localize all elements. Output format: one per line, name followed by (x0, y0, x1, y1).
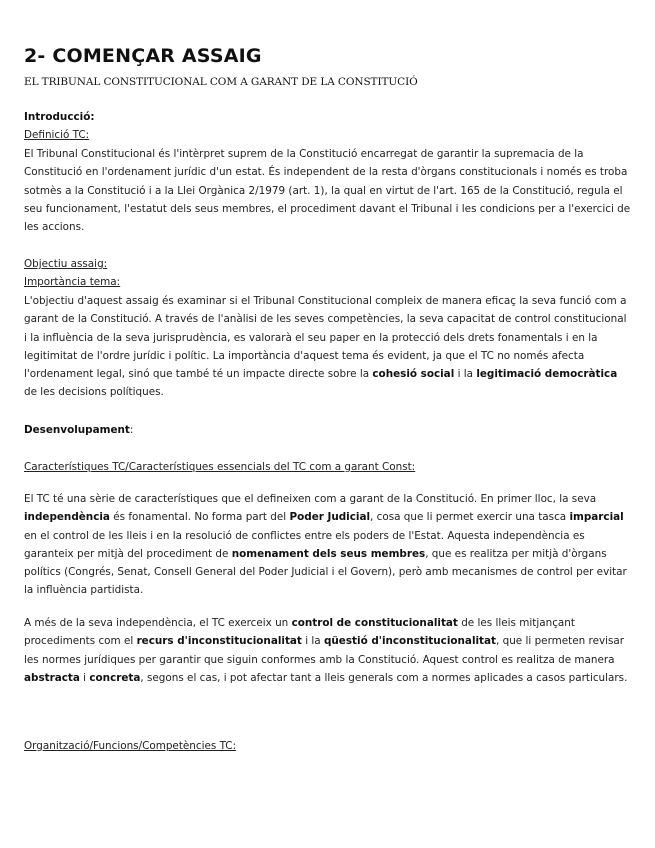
bold-cohesio-social: cohesió social (372, 368, 455, 381)
objective-text-2: i la (454, 368, 477, 381)
importance-label: Importància tema: (24, 276, 121, 288)
bold-imparcial: imparcial (569, 511, 624, 524)
bold-control-constitucionalitat: control de constitucionalitat (291, 617, 458, 629)
p1-text-4: en el control de les lleis i en la resolució de conflictes entre els poders de l'Estat. Aquesta independència es garanteix per mitjà del procediment de (24, 529, 585, 560)
development-heading-colon: : (129, 424, 134, 436)
p2-text-1: A més de la seva independència, el TC exerceix un (24, 617, 292, 629)
p2-text-2: de les lleis mitjançant procediments com el (24, 617, 575, 648)
organization-label: Organització/Funcions/Competències TC: (24, 740, 237, 752)
definition-label: Definició TC: (24, 129, 90, 141)
characteristics-paragraph-1 (24, 490, 631, 600)
objective-paragraph (24, 292, 631, 402)
bold-legitimacio-democratica: legitimació democràtica (476, 368, 618, 381)
development-heading-text: Desenvolupament (24, 424, 130, 436)
intro-heading: Introducció: (24, 111, 95, 123)
objective-label: Objectiu assaig: (24, 258, 108, 270)
development-heading (24, 421, 631, 439)
p2-text-4: , que li permeten revisar les normes jurídiques per garantir que siguin conformes amb la Constitució. Aquest control es realitza de manera (24, 635, 625, 666)
p1-text-3: , cosa que li permet exercir una tasca (370, 511, 570, 524)
page-title: 2- COMENÇAR ASSAIG (24, 45, 262, 67)
objective-text-3: de les decisions polítiques. (24, 386, 164, 399)
characteristics-label: Característiques TC/Característiques essencials del TC com a garant Const: (24, 461, 416, 473)
bold-nomenament: nomenament dels seus membres (231, 547, 426, 560)
essay-subtitle: EL TRIBUNAL CONSTITUCIONAL COM A GARANT DE LA CONSTITUCIÓ (24, 76, 418, 88)
bold-independencia: independència (24, 511, 110, 524)
bold-recurs-inconstitucionalitat: recurs d'inconstitucionalitat (136, 635, 302, 648)
bold-concreta: concreta (89, 671, 141, 684)
p2-text-3: i la (301, 635, 324, 648)
p1-text-1: El TC té una sèrie de característiques que el defineixen com a garant de la Constitució. En primer lloc, la seva (24, 493, 597, 505)
definition-paragraph: El Tribunal Constitucional és l'intèrpret suprem de la Constitució encarregat de garantir la supremacia de la Constitució en l'ordenament jurídic d'un estat. És independent de la resta d'òrgans constitucionals i només es troba sotmès a la Constitució i a la Llei Orgànica 2/1979 (art. 1), la qual en virtut de l'art. 165 de la Constitució, regula el seu funcionament, l'estatut dels seus membres, el procediment davant el Tribunal i les condicions per a l'exercici de les accions. (24, 148, 631, 234)
characteristics-paragraph-2 (24, 614, 631, 687)
objective-text-1: L'objectiu d'aquest assaig és examinar si el Tribunal Constitucional compleix de manera eficaç la seva funció com a garant de la Constitució. A través de l'anàlisi de les seves competències, la seva capacitat de control constitucional i la influència de la seva jurisprudència, es valorarà el seu paper en la protecció dels drets fonamentals i en la legitimitat de l'ordre jurídic i polític. La importància d'aquest tema és evident, ja que el TC no només afecta l'ordenament legal, sinó que també té un impacte directe sobre la (24, 295, 627, 381)
bold-poder-judicial: Poder Judicial (289, 511, 371, 524)
bold-questio-inconstitucionalitat: qüestió d'inconstitucionalitat (323, 635, 497, 648)
bold-abstracta: abstracta (24, 671, 80, 684)
p1-text-5: , que es realitza per mitjà d'òrgans polítics (Congrés, Senat, Consell General del Poder Judicial i el Govern), però amb mecanismes de control per evitar la influència partidista. (24, 547, 627, 597)
p1-text-2: és fonamental. No forma part del (109, 511, 290, 524)
p2-text-5: i (79, 671, 90, 684)
p2-text-6: , segons el cas, i pot afectar tant a lleis generals com a normes aplicades a casos particulars. (140, 671, 628, 684)
